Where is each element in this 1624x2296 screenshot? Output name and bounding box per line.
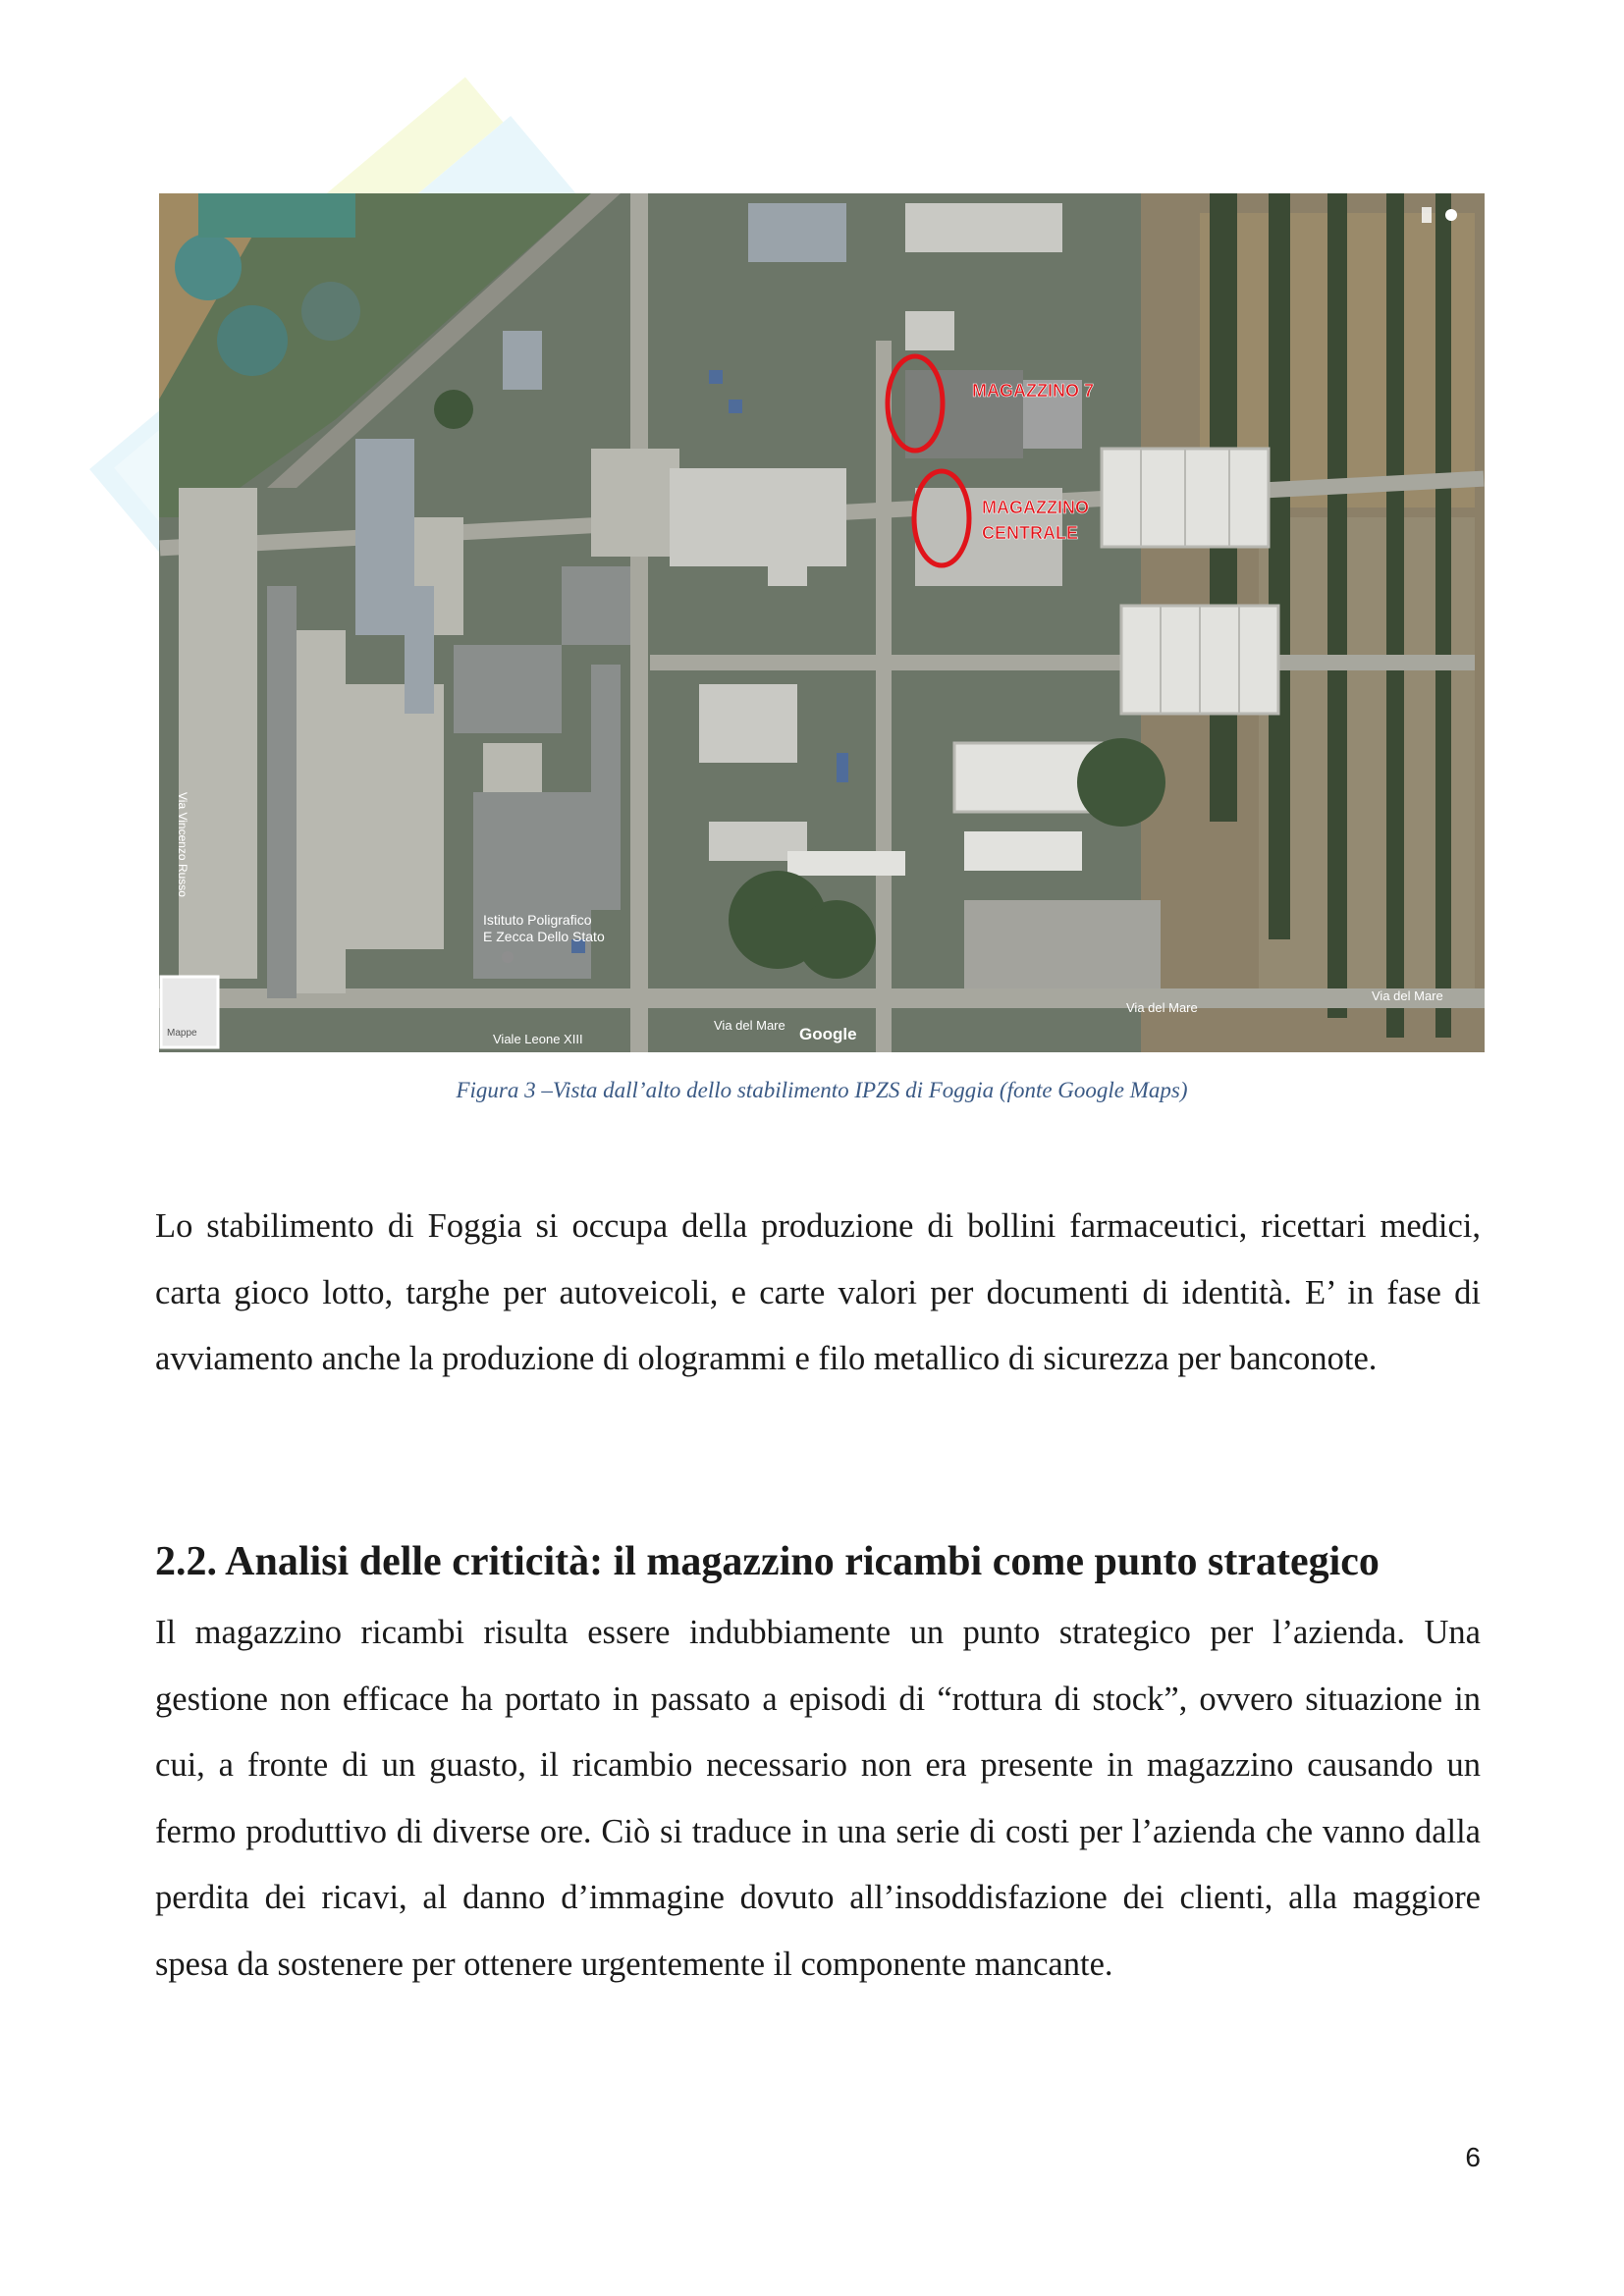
map-type-label: Mappe [167,1028,197,1039]
pegman-icon[interactable] [1422,207,1432,223]
section-heading: 2.2. Analisi delle criticità: il magazzino ricambi come punto strategico [155,1539,1380,1584]
poi-pin-icon [502,951,514,963]
street-label-via-del-mare-3: Via del Mare [714,1018,785,1033]
poi-label-line2: E Zecca Dello Stato [483,929,605,944]
aerial-map-image [159,193,1485,1052]
google-logo: Google [799,1025,857,1043]
body-paragraph-1: Lo stabilimento di Foggia si occupa della produzione di bollini farmaceutici, ricettari medici, carta gioco lotto, targhe per autoveicoli, e carte valori per documenti di identità. E’ in fase di avviamento anche la produzione di ologrammi e filo metallico di sicurezza per banconote. [155,1207,1481,1377]
aerial-map-figure [159,193,1485,1052]
body-paragraph-2: Il magazzino ricambi risulta essere indubbiamente un punto strategico per l’azienda. Una gestione non efficace ha portato in passato a episodi di “rottura di stock”, ovvero situazione in cui, a fronte di un guasto, il ricambio necessario non era presente in magazzino causando un fermo produttivo di diverse ore. Ciò si traduce in una serie di costi per l’azienda che vanno dalla perdita dei ricavi, al danno d’immagine dovuto all’insoddisfazione dei clienti, alla maggiore spesa da sostenere per ottenere urgentemente il componente mancante. [155,1614,1481,1983]
figure-caption: Figura 3 –Vista dall’alto dello stabilimento IPZS di Foggia (fonte Google Maps) [456,1078,1188,1102]
poi-label-line1: Istituto Poligrafico [483,912,592,928]
page-number: 6 [1465,2142,1481,2172]
map-control-icon[interactable] [1445,209,1457,221]
central-warehouse-label-line2: CENTRALE [982,523,1078,543]
warehouse-7-label: MAGAZZINO 7 [972,381,1094,400]
street-label-via-del-mare-1: Via del Mare [1126,1000,1198,1015]
street-label-via-del-mare-2: Via del Mare [1372,988,1443,1003]
street-label-vertical: Via Vincenzo Russo [176,792,189,897]
street-label-viale-leone: Viale Leone XIII [493,1032,583,1046]
central-warehouse-label-line1: MAGAZZINO [982,498,1089,517]
